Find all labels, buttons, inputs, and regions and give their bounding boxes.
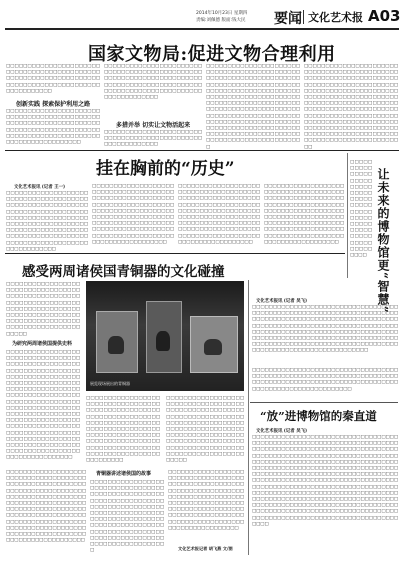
article-byline: 文化艺术报讯 (记者 吴飞)	[256, 429, 307, 434]
column-divider	[248, 280, 249, 555]
article-body-col1: □□□□□□□□□□□□□□□□□□□□□□□□□□□□□□□□□□□□□□□□□□□□□□□□□□□□□□□□□□□□□□□□□□□□□□□□□□□□□□□□□□□□□□□□□□□□□□□□□□□	[6, 64, 100, 94]
article-subhead: 创新实践 探索保护利用之路	[16, 101, 91, 108]
article-body-col2: □□□□□□□□□□□□□□□□□□□□□□□□□□□□□□□□□□□□□□□□□□□□□□□□□□□□□□□□□□□□□□□□□□□□□□□□□□□□□□□□□□□□□□□□□□□□□□□□□□□□□□□□□□□□□□□□□□□□□□□□□□□□□□□□□□□□□□□□□□□□□□□□□□□□□□□□□□□□□□□□□□□□□□□□□□□□□□□□□□□□□□□□□□□□□	[92, 184, 174, 245]
article-headline: “放”进博物馆的秦直道	[260, 409, 377, 423]
article-subhead: 为研究两周诸侯国提供史料	[12, 341, 73, 347]
article-headline: 国家文物局:促进文物合理利用	[88, 44, 336, 65]
column-divider	[347, 153, 348, 278]
header-editor-info: 责编:刘佩德 版面:钱大民	[196, 18, 246, 23]
article-headline: 挂在胸前的“历史”	[96, 159, 235, 179]
article-byline: 文化艺术报记者 胡飞燕 文/图	[178, 546, 233, 551]
article-body-col6: □□□□□□□□□□□□□□□□□□□□□□□□□□□□□□□□□□□□□□□□□□□□□□□□□□□□□□□□□□□□□□□□□□□□□□□□□□□□□□□□□□□□□□□□□□□□□□□□□□□□□□□□□□□□□□□□□□□□□□□□□□□□□□□□□□□□□□□□□□□□□□□□□□□□□□□□□□□□□□□□□□□□□□□□□□□□□□□□□□□	[168, 470, 244, 531]
bronze-vessel	[108, 336, 124, 354]
article-byline: 文化艺术报讯 (记者 王一)	[14, 185, 65, 190]
article-body-col1b: □□□□□□□□□□□□□□□□□□□□□□□□□□□□□□□□□□□□□□□□□□□□□□□□□□□□□□□□□□□□□□□□□□□□□□□□□□□□□□□□□□□□□□□□□□□□□□□□□□□□□□□□□□□□□□□□□□□□□□□□□□□□□□□□	[6, 109, 100, 146]
bronze-vessel	[156, 331, 170, 351]
section-rule	[5, 253, 345, 254]
article-body-col1: □□□□□□□□□□□□□□□□□□□□□□□□□□□□□□□□□□□□□□□□□□□□□□□□□□□□□□□□□□□□□□□□□□□□□□□□□□□□□□□	[350, 160, 372, 259]
article-body-col5: □□□□□□□□□□□□□□□□□□□□□□□□□□□□□□□□□□□□□□□□□□□□□□□□□□□□□□□□□□□□□□□□□□□□□□□□□□□□□□□□□□□□□□□□□□□□□□□□□□□□□□□□□□□□□□□□□□□□□□□□□□□□□□□□□□□□□□□□□□□□□□□□□□□□□□□□□□□□□□□□□□□□□□□□□□□□□□□□□□□□□□□□□□□□	[90, 480, 164, 554]
article-body-col3: □□□□□□□□□□□□□□□□□□□□□□□□□□□□□□□□□□□□□□□□□□□□□□□□□□□□□□□□□□□□□□□□□□□□□□□□□□□□□□□□□□□□□□□□□□□□□□□□□□□□□□□□□□□□□□□□□□□□□□□□□□□□□□□□□	[252, 368, 398, 392]
article-headline: 感受两周诸侯国青铜器的文化碰撞	[22, 264, 225, 280]
bronze-vessel	[204, 339, 222, 355]
article-body-col2: □□□□□□□□□□□□□□□□□□□□□□□□□□□□□□□□□□□□□□□□□□□□□□□□□□□□□□□□□□□□□□□□□□□□□□□□□□□□□□□□□□□□□□□□□□□□□□□□□□□□□□□□□□□□□□□□□□□□□□□□□□□□□□□□□□□□□□□□□□□□□□□□□□□□□□□□□□□□□□□□□□□□□□□□□□□□□□□□□□□	[86, 396, 160, 464]
page-number: A03	[368, 7, 401, 25]
article-body-col1: □□□□□□□□□□□□□□□□□□□□□□□□□□□□□□□□□□□□□□□□□□□□□□□□□□□□□□□□□□□□□□□□□□□□□□□□□□□□□□□□□□□□□□□□□□□□□□□□□□□□□□□□□□□□□□□□□□□□□□□□□□□□□□□□□□□□□□□□□□□□□□□□□□□□□□□□□□□□□□□□□□□□□□□□□□□□□□□□□□□□□□□□□□□□□□□□□□□□□□□□□□□□□□□□□□□□□□□□□□□□□□□□□□□□□□□□□□□□□□□□□□□□□□□□□□□□□□□□□□□□□□□□□□□□□□□□□□□□□□□□□□□□□□□□□□□□□□□□□□□□□□□□□□□□□□□□□□□□□□□□□□□□□□□□□□□□□□□□□□□□□□□□□□□□□□□□□□□□□□□□□□□□□□□□□□□□□□□□□□□□□□□□□□□□□□□□□□□□□□□□□□□□□□□□□□□□□□□□□□□□□□□□□□□□□□□□□□□□□□□□□□□□□□□□□□□□□□□□□□□□□□□□□□□□□□□□□□□□□□□□□□□□□□□□□□□□□□	[252, 435, 398, 527]
article-subhead: 青铜器讲述诸侯国的故事	[96, 471, 152, 477]
article-body-col2: □□□□□□□□□□□□□□□□□□□□□□□□□□□□□□□□□□□□□□□□□□□□□□□□□□□□□□□□□□□□□□□□□□□□□□□□□□□□□□□□□□□□□□□□□□□□□□□□□□□□□□□□□□□□□□□□□□□□□□□□□□□□□□□□□□□□□□□□□□□□□□□□□□□□□□□□□□□□□□□□□□□□□□□□□□□□□□□□□□□□□□□□□□□□□□□□□□□□□□□□□□□□□□□□□□□□□□□□□□□□□□□□□□□□□□□□□□□□□□□□□□□□□□□□□□□□□□□□□□□□□□□□□□□□□□□□□	[252, 305, 398, 354]
article-body-col1b: □□□□□□□□□□□□□□□□□□□□□□□□□□□□□□□□□□□□□□□□□□□□□□□□□□□□□□□□□□□□□□□□□□□□□□□□□□□□□□□□□□□□□□□□□□□□□□□□□□□□□□□□□□□□□□□□□□□□□□□□□□□□□□□□□□□□□□□□□□□□□□□□□□□□□□□□□□□□□□□□□□□□□□□□□□□□□□□□□□□□□□□□□□□□□□□□□□□□□□□□□□□□□□□□□□□□□□□□□□□□□□□□□□□□□□□□□□□□□□□□□□□□□□□□□□□□□□□□□□□□□□□□□□□□□□□□□□□□□□□□□□□□□□□□□□□□□□□□□□□□□□□□□	[6, 350, 80, 461]
article-body-col3: □□□□□□□□□□□□□□□□□□□□□□□□□□□□□□□□□□□□□□□□□□□□□□□□□□□□□□□□□□□□□□□□□□□□□□□□□□□□□□□□□□□□□□□□□□□□□□□□□□□□□□□□□□□□□□□□□□□□□□□□□□□□□□□□□□□□□□□□□□□□□□□□□□□□□□□□□□□□□□□□□□□□□□□□□□□□□□□□□□□□□□□□□	[166, 396, 244, 464]
article-headline-vertical: 让未来的博物馆更“智慧”	[376, 168, 390, 314]
header-separator	[303, 10, 304, 24]
article-body-col1: □□□□□□□□□□□□□□□□□□□□□□□□□□□□□□□□□□□□□□□□□□□□□□□□□□□□□□□□□□□□□□□□□□□□□□□□□□□□□□□□□□□□□□□□□□□□□□□□□□□□□□□□□□□□□□□□□□□□□□□□□□□□□□□□□□□□□□□□□□□□□	[6, 282, 80, 337]
article-body-col1: □□□□□□□□□□□□□□□□□□□□□□□□□□□□□□□□□□□□□□□□□□□□□□□□□□□□□□□□□□□□□□□□□□□□□□□□□□□□□□□□□□□□□□□□□□□□□□□□□□□□□□□□□□□□□□□□□□□□□□□□□□□□□□□□□□□□□□□□□□□□□□□□□□□□□□□□□□□□□□□□□□□□□□□□□□□□□□□□□□□□□□□	[6, 191, 88, 252]
article-byline: 文化艺术报讯 (记者 吴飞)	[256, 299, 307, 304]
section-name: 要闻	[274, 11, 302, 27]
article-body-col2: □□□□□□□□□□□□□□□□□□□□□□□□□□□□□□□□□□□□□□□□□□□□□□□□□□□□□□□□□□□□□□□□□□□□□□□□□□□□□□□□□□□□□□□□□□□□□□□□□□□□□□□□□□□□□□□□□□□□□□□□□□□□□□□□	[104, 64, 202, 101]
photo-caption: 展览现场展出的青铜器	[90, 381, 130, 386]
photo-bronze-exhibition	[86, 281, 244, 391]
header-date-info: 2014年10月23日 星期四	[196, 11, 248, 16]
article-body-col4: □□□□□□□□□□□□□□□□□□□□□□□□□□□□□□□□□□□□□□□□□□□□□□□□□□□□□□□□□□□□□□□□□□□□□□□□□□□□□□□□□□□□□□□□□□□□□□□□□□□□□□□□□□□□□□□□□□□□□□□□□□□□□□□□□□□□□□□□□□□□□□□□□□□□□□□□□□□□□□□□□□□□□□□□□□□□□□□□□□□□□□□□□□□□□□□□□□□□□□□□□□□□□□□□□□□□□□□□□□□□□□□□□□□□	[6, 470, 86, 544]
article-body-col4: □□□□□□□□□□□□□□□□□□□□□□□□□□□□□□□□□□□□□□□□□□□□□□□□□□□□□□□□□□□□□□□□□□□□□□□□□□□□□□□□□□□□□□□□□□□□□□□□□□□□□□□□□□□□□□□□□□□□□□□□□□□□□□□□□□□□□□□□□□□□□□□□□□□□□□□□□□□□□□□□□□□□□□□□□□□□□□□□□□□□□□□□□□□□□	[264, 184, 344, 245]
article-body-col3: □□□□□□□□□□□□□□□□□□□□□□□□□□□□□□□□□□□□□□□□□□□□□□□□□□□□□□□□□□□□□□□□□□□□□□□□□□□□□□□□□□□□□□□□□□□□□□□□□□□□□□□□□□□□□□□□□□□□□□□□□□□□□□□□□□□□□□□□□□□□□□□□□□□□□□□□□□□□□□□□□□□□□□□□□□□□□□□□□□□□□□□□□□□□□□□□□□□□□□□□□□□□□□□□□□□□□□□□□□□□□□□□□□□□□□□□□□□□□□□□□□□□□□□□□□□□□□□□□□□□□□□□□□□□□□□□□□□□□□□□□□□□□□□	[206, 64, 300, 150]
section-rule	[5, 150, 399, 151]
article-body-col2b: □□□□□□□□□□□□□□□□□□□□□□□□□□□□□□□□□□□□□□□□□□□□□□□□□□□□□□□□□□□	[104, 130, 202, 148]
article-subhead: 多措并举 切实让文物活起来	[116, 122, 191, 129]
article-body-col3: □□□□□□□□□□□□□□□□□□□□□□□□□□□□□□□□□□□□□□□□□□□□□□□□□□□□□□□□□□□□□□□□□□□□□□□□□□□□□□□□□□□□□□□□□□□□□□□□□□□□□□□□□□□□□□□□□□□□□□□□□□□□□□□□□□□□□□□□□□□□□□□□□□□□□□□□□□□□□□□□□□□□□□□□□□□□□□□□□□□□□□□□□□□□□	[178, 184, 260, 245]
newspaper-name: 文化艺术报	[308, 11, 363, 24]
section-rule	[250, 402, 398, 403]
header-rule	[5, 28, 399, 30]
article-body-col4: □□□□□□□□□□□□□□□□□□□□□□□□□□□□□□□□□□□□□□□□□□□□□□□□□□□□□□□□□□□□□□□□□□□□□□□□□□□□□□□□□□□□□□□□□□□□□□□□□□□□□□□□□□□□□□□□□□□□□□□□□□□□□□□□□□□□□□□□□□□□□□□□□□□□□□□□□□□□□□□□□□□□□□□□□□□□□□□□□□□□□□□□□□□□□□□□□□□□□□□□□□□□□□□□□□□□□□□□□□□□□□□□□□□□□□□□□□□□□□□□□□□□□□□□□□□□□□□□□□□□□□□□□□□□□□□□□□□□□□□□□□□□□□□□	[304, 64, 398, 150]
